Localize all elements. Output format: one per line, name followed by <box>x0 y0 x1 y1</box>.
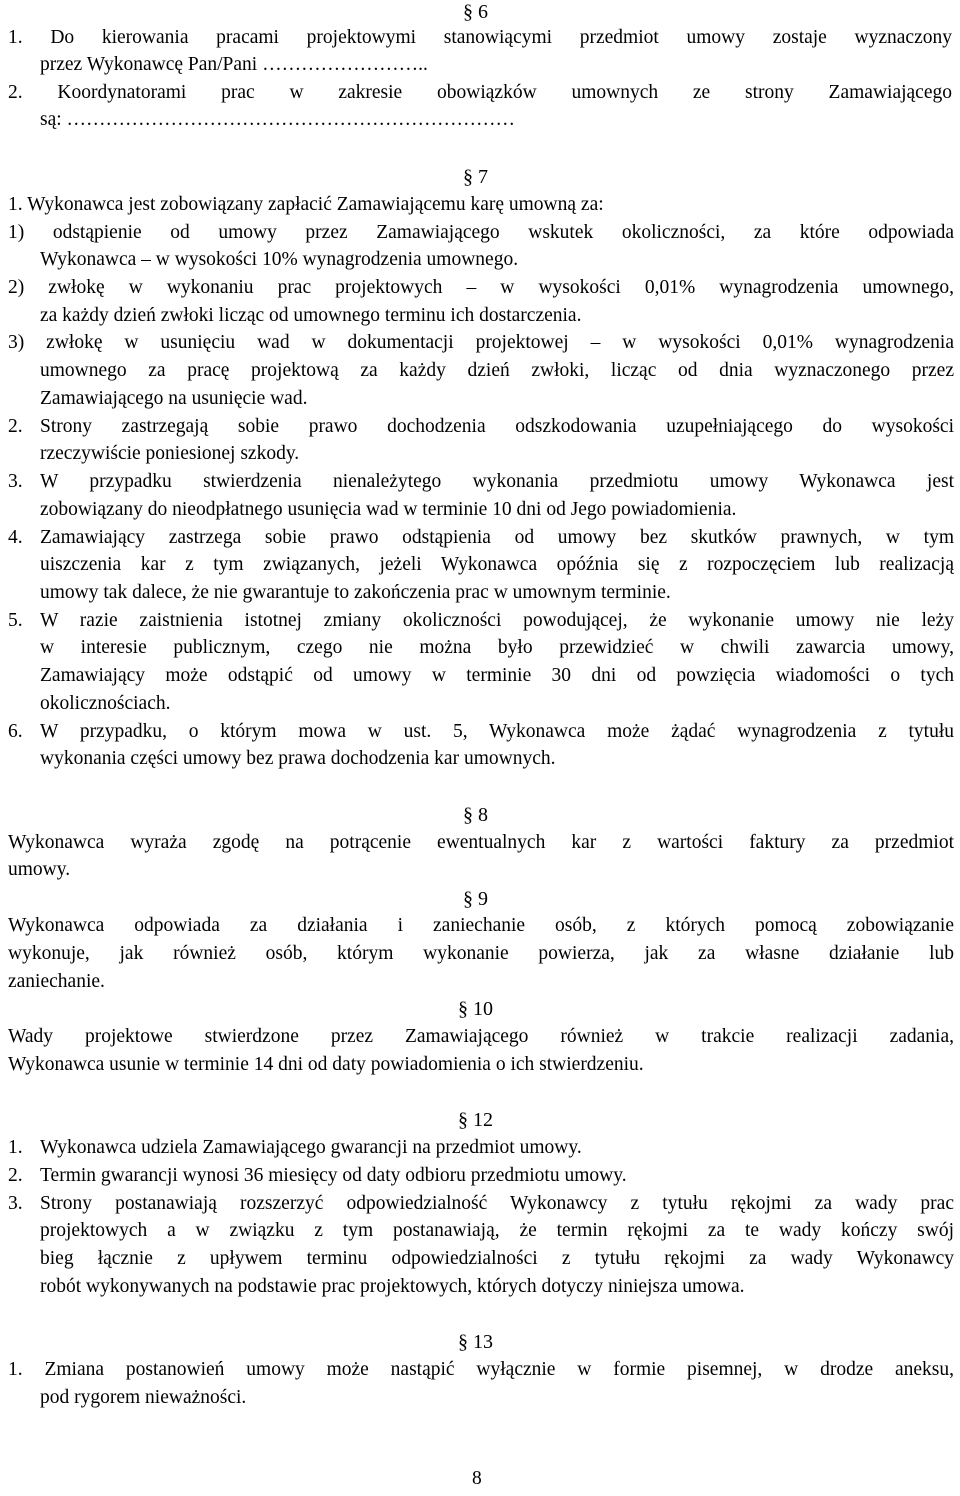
paragraph-line: bieg łącznie z upływem terminu odpowiedzialności z tytułu rękojmi za wady Wykonawcy <box>40 1248 954 1269</box>
paragraph-line: przez Wykonawcę Pan/Pani …………………….. <box>40 54 428 75</box>
paragraph-line: Wykonawca wyraża zgodę na potrącenie ewentualnych kar z wartości faktury za przedmiot <box>8 832 954 853</box>
paragraph-line: projektowych a w związku z tym postanawiają, że termin rękojmi za te wady kończy swój <box>40 1220 954 1241</box>
paragraph-line: W razie zaistnienia istotnej zmiany okoliczności powodującej, że wykonanie umowy nie leży <box>40 610 954 631</box>
section-heading: § 13 <box>458 1331 493 1353</box>
list-number: 2. <box>8 1165 23 1186</box>
paragraph-line: 2. Koordynatorami prac w zakresie obowiązków umownych ze strony Zamawiającego <box>8 82 952 103</box>
paragraph-line: 1) odstąpienie od umowy przez Zamawiającego wskutek okoliczności, za które odpowiada <box>8 222 954 243</box>
paragraph-line: Zamawiający może odstąpić od umowy w terminie 30 dni od powzięcia wiadomości o tych <box>40 665 954 686</box>
paragraph-line: Wykonawca udziela Zamawiającego gwarancji na przedmiot umowy. <box>40 1137 582 1158</box>
paragraph-line: okolicznościach. <box>40 693 171 714</box>
paragraph-line: Strony postanawiają rozszerzyć odpowiedzialność Wykonawcy z tytułu rękojmi za wady prac <box>40 1193 954 1214</box>
paragraph-line: umownego za pracę projektową za każdy dzień zwłoki, licząc od dnia wyznaczonego przez <box>40 360 954 381</box>
paragraph-line: uiszczenia kar z tym związanych, jeżeli Wykonawca opóźnia się z rozpoczęciem lub realizacją <box>40 554 954 575</box>
section-heading: § 6 <box>463 1 488 23</box>
paragraph-line: 1. Zmiana postanowień umowy może nastąpić wyłącznie w formie pisemnej, w drodze aneksu, <box>8 1359 954 1380</box>
paragraph-line: są: …………………………………………………………… <box>40 109 516 130</box>
paragraph-line: wykonania części umowy bez prawa dochodzenia kar umownych. <box>40 748 556 769</box>
paragraph-line: 2) zwłokę w wykonaniu prac projektowych – w wysokości 0,01% wynagrodzenia umownego, <box>8 277 954 298</box>
paragraph-line: 1. Wykonawca jest zobowiązany zapłacić Zamawiającemu karę umowną za: <box>8 194 604 215</box>
list-number: 4. <box>8 527 23 548</box>
paragraph-line: zaniechanie. <box>8 971 105 992</box>
paragraph-line: Zamawiający zastrzega sobie prawo odstąpienia od umowy bez skutków prawnych, w tym <box>40 527 954 548</box>
paragraph-line: Termin gwarancji wynosi 36 miesięcy od daty odbioru przedmiotu umowy. <box>40 1165 627 1186</box>
section-heading: § 10 <box>458 998 493 1020</box>
paragraph-line: wykonuje, jak również osób, którym wykonanie powierza, jak za własne działanie lub <box>8 943 954 964</box>
section-heading: § 9 <box>463 888 488 910</box>
section-heading: § 7 <box>463 166 488 188</box>
paragraph-line: zobowiązany do nieodpłatnego usunięcia wad w terminie 10 dni od Jego powiadomienia. <box>40 499 737 520</box>
list-number: 5. <box>8 610 23 631</box>
list-number: 1. <box>8 1137 23 1158</box>
paragraph-line: rzeczywiście poniesionej szkody. <box>40 443 300 464</box>
paragraph-line: umowy. <box>8 859 71 880</box>
list-number: 3. <box>8 471 23 492</box>
paragraph-line: za każdy dzień zwłoki licząc od umownego terminu ich dostarczenia. <box>40 305 582 326</box>
section-heading: § 8 <box>463 804 488 826</box>
page-number: 8 <box>472 1468 482 1489</box>
paragraph-line: Wady projektowe stwierdzone przez Zamawiającego również w trakcie realizacji zadania, <box>8 1026 954 1047</box>
paragraph-line: w interesie publicznym, czego nie można było przewidzieć w chwili zawarcia umowy, <box>40 637 954 658</box>
list-number: 6. <box>8 721 23 742</box>
paragraph-line: 1. Do kierowania pracami projektowymi stanowiącymi przedmiot umowy zostaje wyznaczony <box>8 27 952 48</box>
list-number: 3. <box>8 1193 23 1214</box>
paragraph-line: pod rygorem nieważności. <box>40 1387 247 1408</box>
paragraph-line: W przypadku stwierdzenia nienależytego wykonania przedmiotu umowy Wykonawca jest <box>40 471 954 492</box>
paragraph-line: robót wykonywanych na podstawie prac projektowych, których dotyczy niniejsza umowa. <box>40 1276 745 1297</box>
paragraph-line: Strony zastrzegają sobie prawo dochodzenia odszkodowania uzupełniającego do wysokości <box>40 416 954 437</box>
paragraph-line: Wykonawca usunie w terminie 14 dni od daty powiadomienia o ich stwierdzeniu. <box>8 1054 644 1075</box>
list-number: 2. <box>8 416 23 437</box>
paragraph-line: W przypadku, o którym mowa w ust. 5, Wykonawca może żądać wynagrodzenia z tytułu <box>40 721 954 742</box>
paragraph-line: umowy tak dalece, że nie gwarantuje to zakończenia prac w umownym terminie. <box>40 582 671 603</box>
paragraph-line: 3) zwłokę w usunięciu wad w dokumentacji projektowej – w wysokości 0,01% wynagrodzenia <box>8 332 954 353</box>
paragraph-line: Wykonawca odpowiada za działania i zaniechanie osób, z których pomocą zobowiązanie <box>8 915 954 936</box>
paragraph-line: Wykonawca – w wysokości 10% wynagrodzenia umownego. <box>40 249 519 270</box>
paragraph-line: Zamawiającego na usunięcie wad. <box>40 388 308 409</box>
section-heading: § 12 <box>458 1109 493 1131</box>
